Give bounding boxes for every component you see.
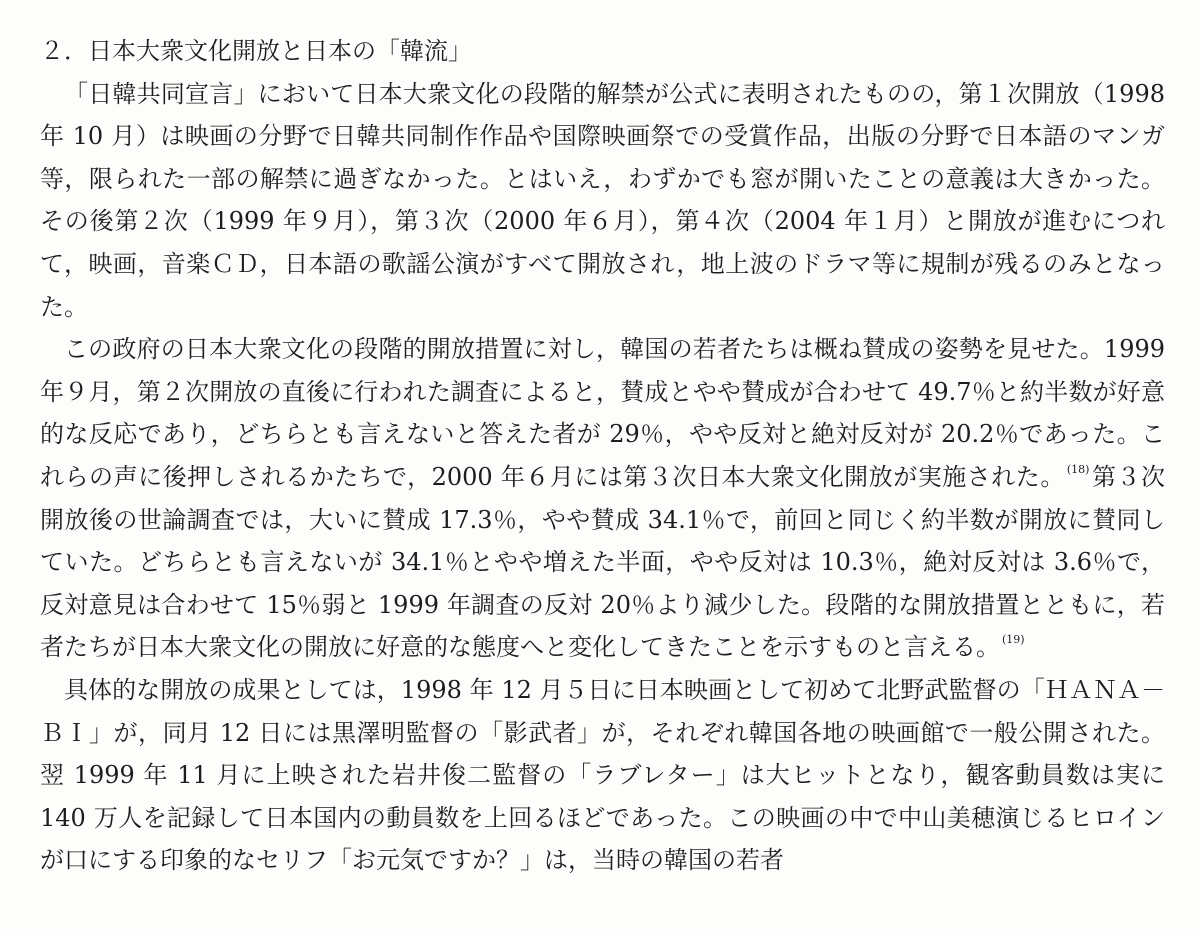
paragraph-3-text: 具体的な開放の成果としては，1998 年 12 月５日に日本映画として初めて北野武監督の「ＨＡＮＡ－ＢＩ」が，同月 12 日には黒澤明監督の「影武者」が，それぞれ韓国各地の映画館で一般公開された。翌 1999 年 11 月に上映された岩井俊二監督の「ラブレター」は大ヒットとなり，観客動員数は実に 140 万人を記録して日本国内の動員数を上回るほどであった。この映画の中で中山美穂演じるヒロインが口にする印象的なセリフ「お元気ですか？」は，当時の韓国の若者: [40, 675, 1165, 875]
section-heading: ２．日本大衆文化開放と日本の「韓流」: [40, 37, 472, 65]
paragraph-3: [40, 669, 1165, 882]
paragraph-2-text-a: この政府の日本大衆文化の段階的開放措置に対し，韓国の若者たちは概ね賛成の姿勢を見せた。1999 年９月，第２次開放の直後に行われた調査によると，賛成とやや賛成が合わせて 49.7％と約半数が好意的な反応であり，どちらとも言えないと答えた者が 29％，やや反対と絶対反対が 20.2％であった。これらの声に後押しされるかたちで，2000 年６月には第３次日本大衆文化開放が実施された。: [40, 335, 1165, 491]
paragraph-2: [40, 328, 1165, 669]
paragraph-2-text-b: 第３次開放後の世論調査では，大いに賛成 17.3％，やや賛成 34.1％で，前回と同じく約半数が開放に賛同していた。どちらとも言えないが 34.1％とやや増えた半面，やや反対は 10.3％，絶対反対は 3.6％で，反対意見は合わせて 15％弱と 1999 年調査の反対 20％より減少した。段階的な開放措置とともに，若者たちが日本大衆文化の開放に好意的な態度へと変化してきたことを示すものと言える。: [40, 462, 1166, 662]
paragraph-1-text: 「日韓共同宣言」において日本大衆文化の段階的解禁が公式に表明されたものの，第１次開放（1998 年 10 月）は映画の分野で日韓共同制作作品や国際映画祭での受賞作品，出版の分野で日本語のマンガ等，限られた一部の解禁に過ぎなかった。とはいえ，わずかでも窓が開いたことの意義は大きかった。その後第２次（1999 年９月），第３次（2000 年６月），第４次（2004 年１月）と開放が進むにつれて，映画，音楽ＣＤ，日本語の歌謡公演がすべて開放され，地上波のドラマ等に規制が残るのみとなった。: [40, 79, 1165, 321]
paragraph-1: [40, 73, 1165, 329]
document-body: [40, 30, 1165, 882]
footnote-ref-18[interactable]: (18): [1066, 462, 1090, 476]
footnote-ref-19[interactable]: (19): [1002, 633, 1025, 647]
